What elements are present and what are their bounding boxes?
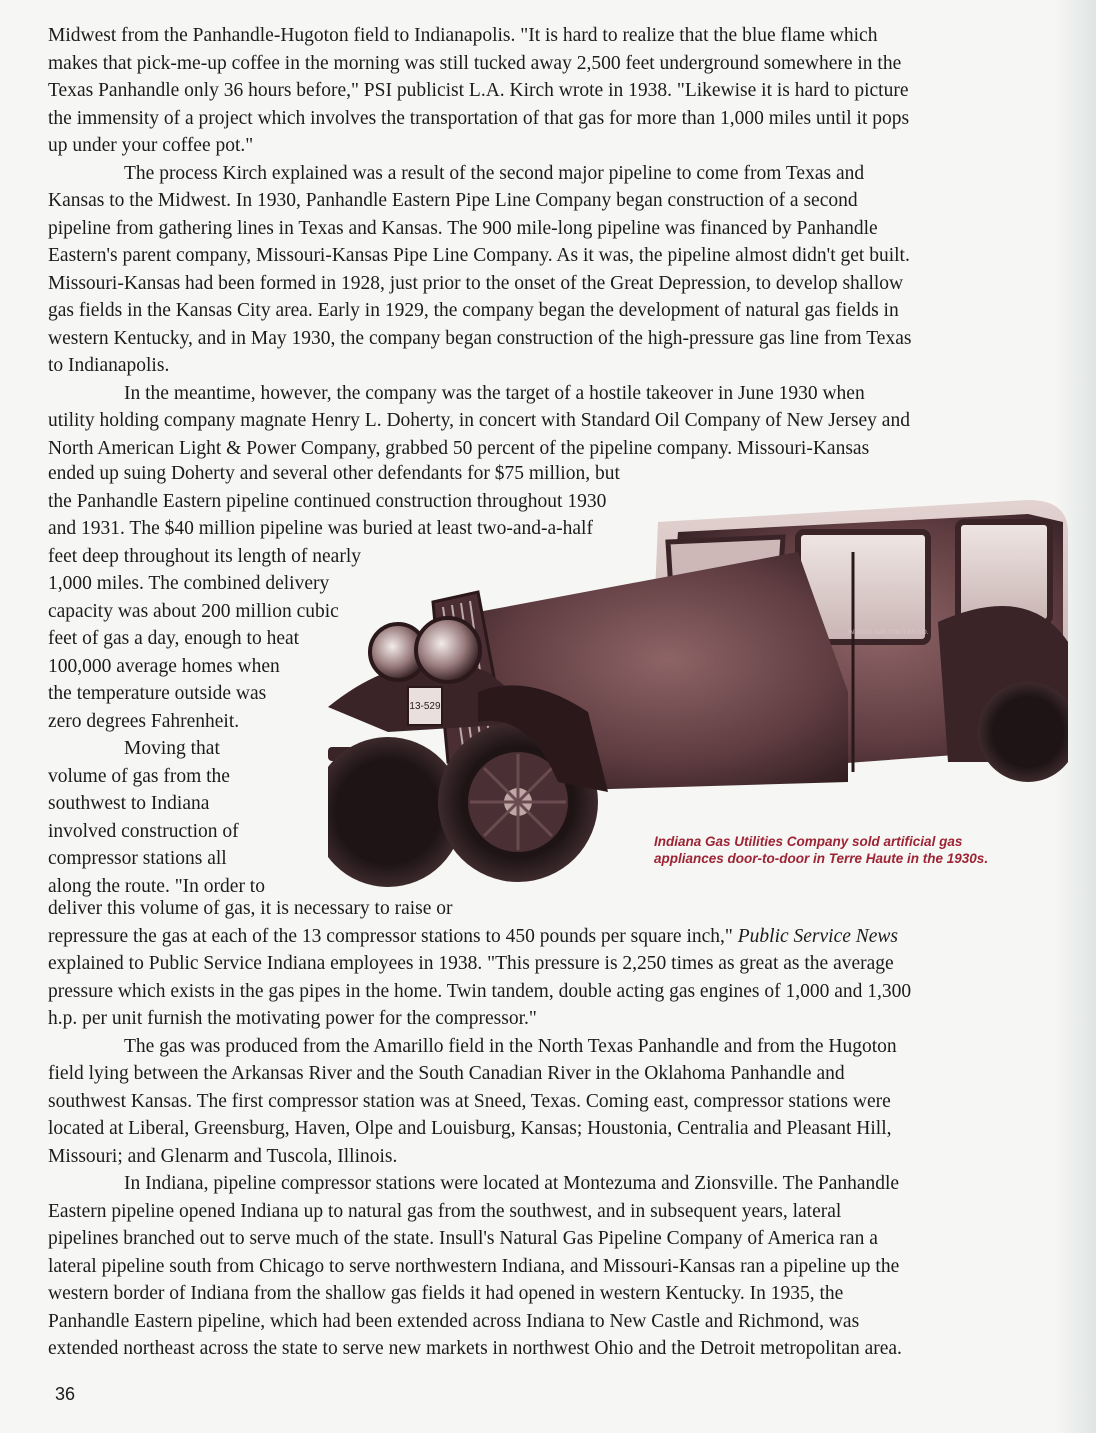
caption-line: Indiana Gas Utilities Company sold artificial gas — [654, 834, 963, 849]
text-line: pressure which exists in the gas pipes in the home. Twin tandem, double acting gas engines of 1,000 and 1,300 — [48, 980, 912, 1002]
text-line: compressor stations all — [48, 848, 227, 869]
text-line: gas fields in the Kansas City area. Early in 1929, the company began the development of natural gas fields in — [48, 300, 899, 321]
text-line: Eastern's parent company, Missouri-Kansas Pipe Line Company. As it was, the pipeline almost didn't get built. — [48, 245, 910, 266]
text-line: feet deep throughout its length of nearly — [48, 545, 361, 567]
text-line: In the meantime, however, the company was the target of a hostile takeover in June 1930 when — [124, 382, 865, 404]
text-line: southwest to Indiana — [48, 793, 210, 814]
text-line: Moving that — [124, 738, 220, 759]
text-line: Missouri; and Glenarm and Tuscola, Illinois. — [48, 1145, 398, 1167]
text-line: pipeline from gathering lines in Texas and Kansas. The 900 mile-long pipeline was financed by Panhandle — [48, 217, 878, 239]
text-line: located at Liberal, Greensburg, Haven, Olpe and Louisburg, Kansas; Houstonia, Centralia and Pleasant Hill, — [48, 1118, 892, 1139]
text-line: Texas Panhandle only 36 hours before," PSI publicist L.A. Kirch wrote in 1938. "Likewise it is hard to picture — [48, 80, 909, 101]
text-block-top — [48, 22, 948, 462]
text-line: western border of Indiana from the shallow gas fields it had opened in western Kentucky. In 1935, the — [48, 1283, 844, 1304]
text-line: ended up suing Doherty and several other defendants for $75 million, but — [48, 463, 620, 484]
text-line: explained to Public Service Indiana employees in 1938. "This pressure is 2,250 times as great as the average — [48, 953, 894, 974]
publication-title: Public Service News — [737, 925, 899, 947]
text-line: In Indiana, pipeline compressor stations were located at Montezuma and Zionsville. The Panhandle — [124, 1173, 900, 1194]
text-line: field lying between the Arkansas River and the South Canadian River in the Oklahoma Panhandle and — [48, 1063, 845, 1084]
text-block-bottom — [48, 895, 948, 1363]
text-line: along the route. "In order to — [48, 875, 265, 897]
text-line: capacity was about 200 million cubic — [48, 600, 339, 622]
text-block-wrap — [48, 460, 948, 900]
text-line: utility holding company magnate Henry L. Doherty, in concert with Standard Oil Company of New Jersey and — [48, 410, 910, 431]
text-line: zero degrees Fahrenheit. — [48, 710, 240, 732]
text-line: makes that pick-me-up coffee in the morning was still tucked away 2,500 feet underground somewhere in the — [48, 52, 902, 74]
text-line: the Panhandle Eastern pipeline continued construction throughout 1930 — [48, 490, 607, 512]
text-line: up under your coffee pot." — [48, 135, 254, 156]
text-line: deliver this volume of gas, it is necessary to raise or — [48, 898, 453, 919]
text-line: lateral pipeline south from Chicago to serve northwestern Indiana, and Missouri-Kansas ran a pipeline up the — [48, 1255, 900, 1277]
text-line: The gas was produced from the Amarillo field in the North Texas Panhandle and from the Hugoton — [124, 1035, 897, 1057]
text-line: and 1931. The $40 million pipeline was buried at least two-and-a-half — [48, 518, 593, 539]
text-line: feet of gas a day, enough to heat — [48, 628, 300, 649]
text-line: extended northeast across the state to serve new markets in northwest Ohio and the Detroit metropolitan area. — [48, 1338, 902, 1359]
text-line: Eastern pipeline opened Indiana up to natural gas from the southwest, and in subsequent years, lateral — [48, 1200, 842, 1222]
text-line: Midwest from the Panhandle-Hugoton field to Indianapolis. "It is hard to realize that the blue flame which — [48, 25, 878, 46]
text-segment: repressure the gas at each of the 13 compressor stations to 450 pounds per square inch," — [48, 925, 733, 947]
text-line: Panhandle Eastern pipeline, which had been extended across Indiana to New Castle and Richmond, was — [48, 1310, 860, 1332]
text-line: to Indianapolis. — [48, 355, 170, 376]
text-line: volume of gas from the — [48, 765, 230, 787]
text-line: North American Light & Power Company, grabbed 50 percent of the pipeline company. Missouri-Kansas — [48, 437, 870, 459]
text-line: h.p. per unit furnish the motivating power for the compressor." — [48, 1008, 537, 1029]
text-line: involved construction of — [48, 820, 239, 842]
caption-line: appliances door-to-door in Terre Haute in the 1930s. — [654, 850, 989, 866]
text-line: the temperature outside was — [48, 683, 267, 704]
door-lettering: INDIANA GAS UTILITIES CO. — [848, 630, 929, 636]
text-line — [48, 923, 948, 951]
license-plate-text: 13-529 — [409, 701, 441, 712]
text-line: The process Kirch explained was a result of the second major pipeline to come from Texas and — [124, 162, 865, 184]
text-line: southwest Kansas. The first compressor station was at Sneed, Texas. Coming east, compressor stations were — [48, 1090, 891, 1112]
text-line: pipelines branched out to serve much of the state. Insull's Natural Gas Pipeline Company of America ran a — [48, 1228, 878, 1249]
page-number: 36 — [55, 1384, 76, 1404]
text-line: Missouri-Kansas had been formed in 1928, just prior to the onset of the Great Depression, to develop shallow — [48, 272, 904, 294]
text-line: Kansas to the Midwest. In 1930, Panhandle Eastern Pipe Line Company began construction of a second — [48, 190, 858, 211]
text-line: the immensity of a project which involves the transportation of that gas for more than 1,000 miles until it pops — [48, 107, 910, 129]
text-line: 100,000 average homes when — [48, 655, 280, 677]
text-line: 1,000 miles. The combined delivery — [48, 573, 330, 594]
text-line: western Kentucky, and in May 1930, the company began construction of the high-pressure gas line from Texas — [48, 327, 912, 349]
